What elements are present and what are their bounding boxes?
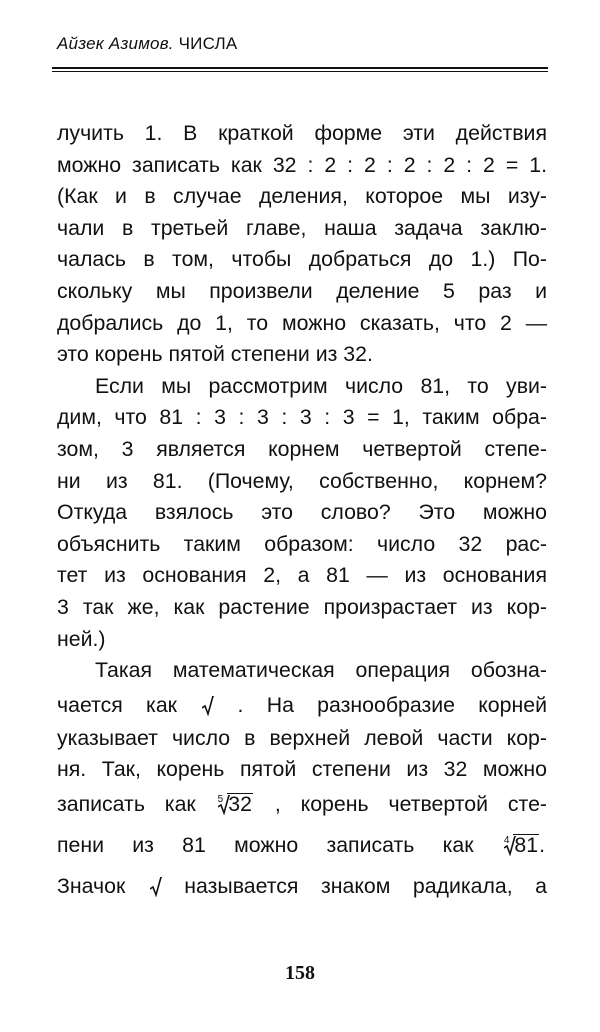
- header-rule-thick: [52, 67, 548, 69]
- radical-sign-icon: [218, 795, 228, 813]
- text-line: ня. Так, корень пятой степени из 32 можно: [57, 757, 547, 782]
- fourth-root-expression: [504, 827, 545, 868]
- text-line: добрались до 1, то можно сказать, что 2 —: [57, 310, 547, 335]
- text-line: ни из 81. (Почему, собственно, корнем?: [57, 468, 547, 493]
- header-rule-thin: [52, 71, 548, 72]
- header-author: Айзек Азимов.: [57, 34, 174, 53]
- text-line: Откуда взялось это слово? Это можно: [57, 500, 547, 525]
- text-fragment: . На разнообразие корней: [237, 692, 547, 717]
- radical-sign-icon: [504, 836, 514, 854]
- text-line: чали в третьей главе, наша задача заклю-: [57, 215, 547, 240]
- root-index: 4: [503, 834, 510, 846]
- text-line: тет из основания 2, а 81 — из основания: [57, 563, 547, 588]
- text-line: 3 так же, как растение произрастает из кор-: [57, 594, 547, 619]
- text-line: дим, что 81 : 3 : 3 : 3 : 3 = 1, таким обра-: [57, 405, 547, 430]
- text-fragment: чается как: [57, 692, 177, 717]
- radicand: 81: [514, 832, 539, 857]
- radical-sign-icon: [150, 868, 160, 904]
- text-line-with-radical: [57, 687, 547, 723]
- text-fragment: , корень четвертой сте-: [274, 791, 548, 816]
- text-line-with-radical: [57, 827, 547, 868]
- radicand: 32: [228, 791, 252, 816]
- text-line: лучить 1. В краткой форме эти действия: [57, 121, 547, 145]
- text-line: объяснить таким образом: число 32 рас-: [57, 531, 547, 556]
- text-line: зом, 3 является корнем четвертой степе-: [57, 436, 547, 461]
- running-header: [57, 34, 237, 54]
- radical-sign-icon: [202, 687, 212, 723]
- text-fragment: пени из 81 можно записать как: [57, 832, 474, 857]
- page-number: 158: [285, 962, 315, 984]
- text-line: Такая математическая операция обозна-: [95, 658, 547, 683]
- text-fragment: записать как: [57, 791, 196, 816]
- root-index: 5: [217, 793, 224, 805]
- text-fragment: Значок: [57, 873, 126, 898]
- text-line: чалась в том, чтобы добраться до 1.) По-: [57, 247, 547, 272]
- text-line-with-radical: [57, 786, 547, 827]
- text-line-with-radical: [57, 868, 547, 904]
- text-line: указывает число в верхней левой части кор-: [57, 725, 547, 750]
- fifth-root-expression: [218, 786, 253, 827]
- text-line: ней.): [57, 626, 106, 651]
- text-line: скольку мы произвели деление 5 раз и: [57, 278, 547, 303]
- text-line: (Как и в случае деления, которое мы изу-: [57, 184, 547, 209]
- text-fragment: .: [539, 832, 545, 857]
- page-body: [57, 118, 547, 904]
- header-title: ЧИСЛА: [178, 34, 238, 53]
- text-line: можно записать как 32 : 2 : 2 : 2 : 2 : 2 = 1.: [57, 152, 547, 177]
- text-line: это корень пятой степени из 32.: [57, 342, 373, 367]
- text-fragment: называется знаком радикала, а: [184, 873, 548, 898]
- text-line: Если мы рассмотрим число 81, то уви-: [95, 373, 547, 398]
